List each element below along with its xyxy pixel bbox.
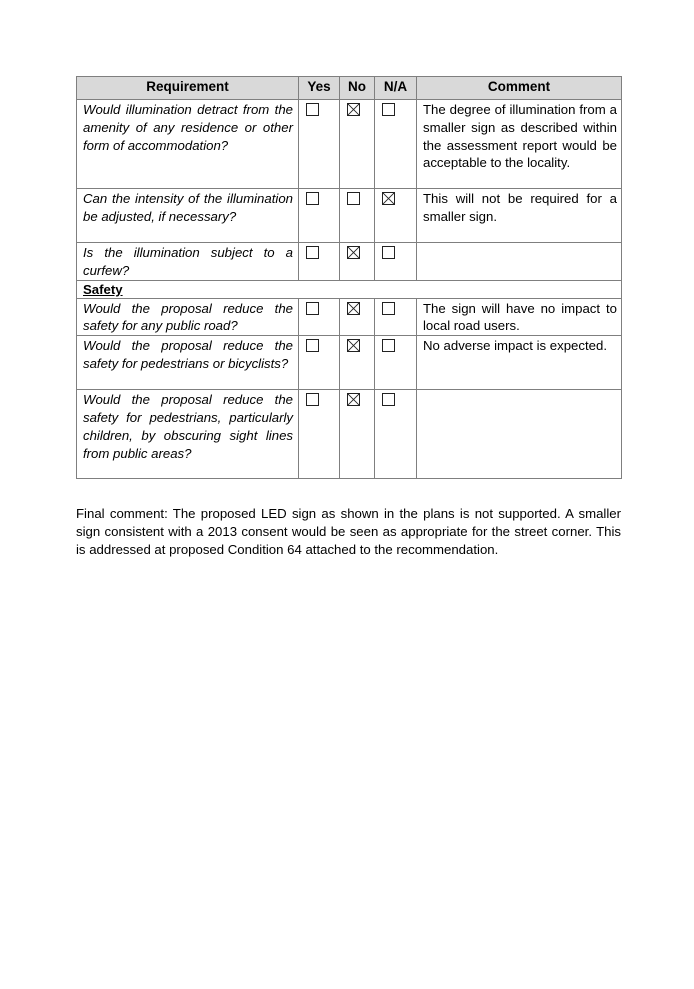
checked-x-mark	[348, 340, 359, 351]
yes-checkbox[interactable]	[306, 246, 319, 259]
table-row	[77, 243, 622, 281]
no-cell	[340, 243, 375, 281]
header-yes: Yes	[299, 77, 340, 100]
no-cell	[340, 189, 375, 243]
yes-checkbox[interactable]	[306, 103, 319, 116]
no-cell	[340, 298, 375, 336]
yes-cell	[299, 336, 340, 390]
no-checkbox[interactable]	[347, 393, 360, 406]
checked-x-mark	[348, 303, 359, 314]
yes-cell	[299, 298, 340, 336]
comment-cell: The degree of illumination from a smaller sign as described within the assessment report would be acceptable to the locality.	[417, 100, 622, 189]
checked-x-mark	[383, 193, 394, 204]
yes-cell	[299, 100, 340, 189]
comment-cell	[417, 243, 622, 281]
comment-cell: The sign will have no impact to local road users.	[417, 298, 622, 336]
yes-checkbox[interactable]	[306, 393, 319, 406]
requirement-cell: Would the proposal reduce the safety for pedestrians or bicyclists?	[77, 336, 299, 390]
checked-x-mark	[348, 247, 359, 258]
yes-checkbox[interactable]	[306, 192, 319, 205]
na-cell	[375, 100, 417, 189]
no-cell	[340, 336, 375, 390]
yes-cell	[299, 390, 340, 479]
na-checkbox[interactable]	[382, 103, 395, 116]
requirement-cell: Would the proposal reduce the safety for pedestrians, particularly children, by obscuring sight lines from public areas?	[77, 390, 299, 479]
comment-cell: This will not be required for a smaller sign.	[417, 189, 622, 243]
header-no: No	[340, 77, 375, 100]
no-cell	[340, 100, 375, 189]
header-requirement: Requirement	[77, 77, 299, 100]
yes-checkbox[interactable]	[306, 339, 319, 352]
na-checkbox[interactable]	[382, 192, 395, 205]
na-cell	[375, 243, 417, 281]
section-row-safety	[77, 280, 622, 298]
yes-cell	[299, 243, 340, 281]
requirement-cell: Is the illumination subject to a curfew?	[77, 243, 299, 281]
no-checkbox[interactable]	[347, 103, 360, 116]
no-checkbox[interactable]	[347, 246, 360, 259]
requirements-table	[76, 76, 622, 479]
no-cell	[340, 390, 375, 479]
header-na: N/A	[375, 77, 417, 100]
requirement-cell: Would illumination detract from the amenity of any residence or other form of accommodation?	[77, 100, 299, 189]
no-checkbox[interactable]	[347, 339, 360, 352]
checked-x-mark	[348, 104, 359, 115]
table-row	[77, 298, 622, 336]
requirement-cell: Can the intensity of the illumination be adjusted, if necessary?	[77, 189, 299, 243]
no-checkbox[interactable]	[347, 302, 360, 315]
comment-cell	[417, 390, 622, 479]
na-checkbox[interactable]	[382, 339, 395, 352]
na-cell	[375, 390, 417, 479]
table-row	[77, 390, 622, 479]
section-heading-safety: Safety	[77, 280, 622, 298]
table-header-row	[77, 77, 622, 100]
na-cell	[375, 336, 417, 390]
table-row	[77, 189, 622, 243]
table-row	[77, 100, 622, 189]
table-row	[77, 336, 622, 390]
requirement-cell: Would the proposal reduce the safety for any public road?	[77, 298, 299, 336]
no-checkbox[interactable]	[347, 192, 360, 205]
na-checkbox[interactable]	[382, 246, 395, 259]
na-checkbox[interactable]	[382, 393, 395, 406]
comment-cell: No adverse impact is expected.	[417, 336, 622, 390]
na-cell	[375, 189, 417, 243]
na-cell	[375, 298, 417, 336]
checked-x-mark	[348, 394, 359, 405]
header-comment: Comment	[417, 77, 622, 100]
yes-checkbox[interactable]	[306, 302, 319, 315]
yes-cell	[299, 189, 340, 243]
final-comment: Final comment: The proposed LED sign as shown in the plans is not supported. A smaller sign consistent with a 2013 consent would be seen as appropriate for the street corner. This is addressed at proposed Condition 64 attached to the recommendation.	[76, 506, 621, 557]
na-checkbox[interactable]	[382, 302, 395, 315]
